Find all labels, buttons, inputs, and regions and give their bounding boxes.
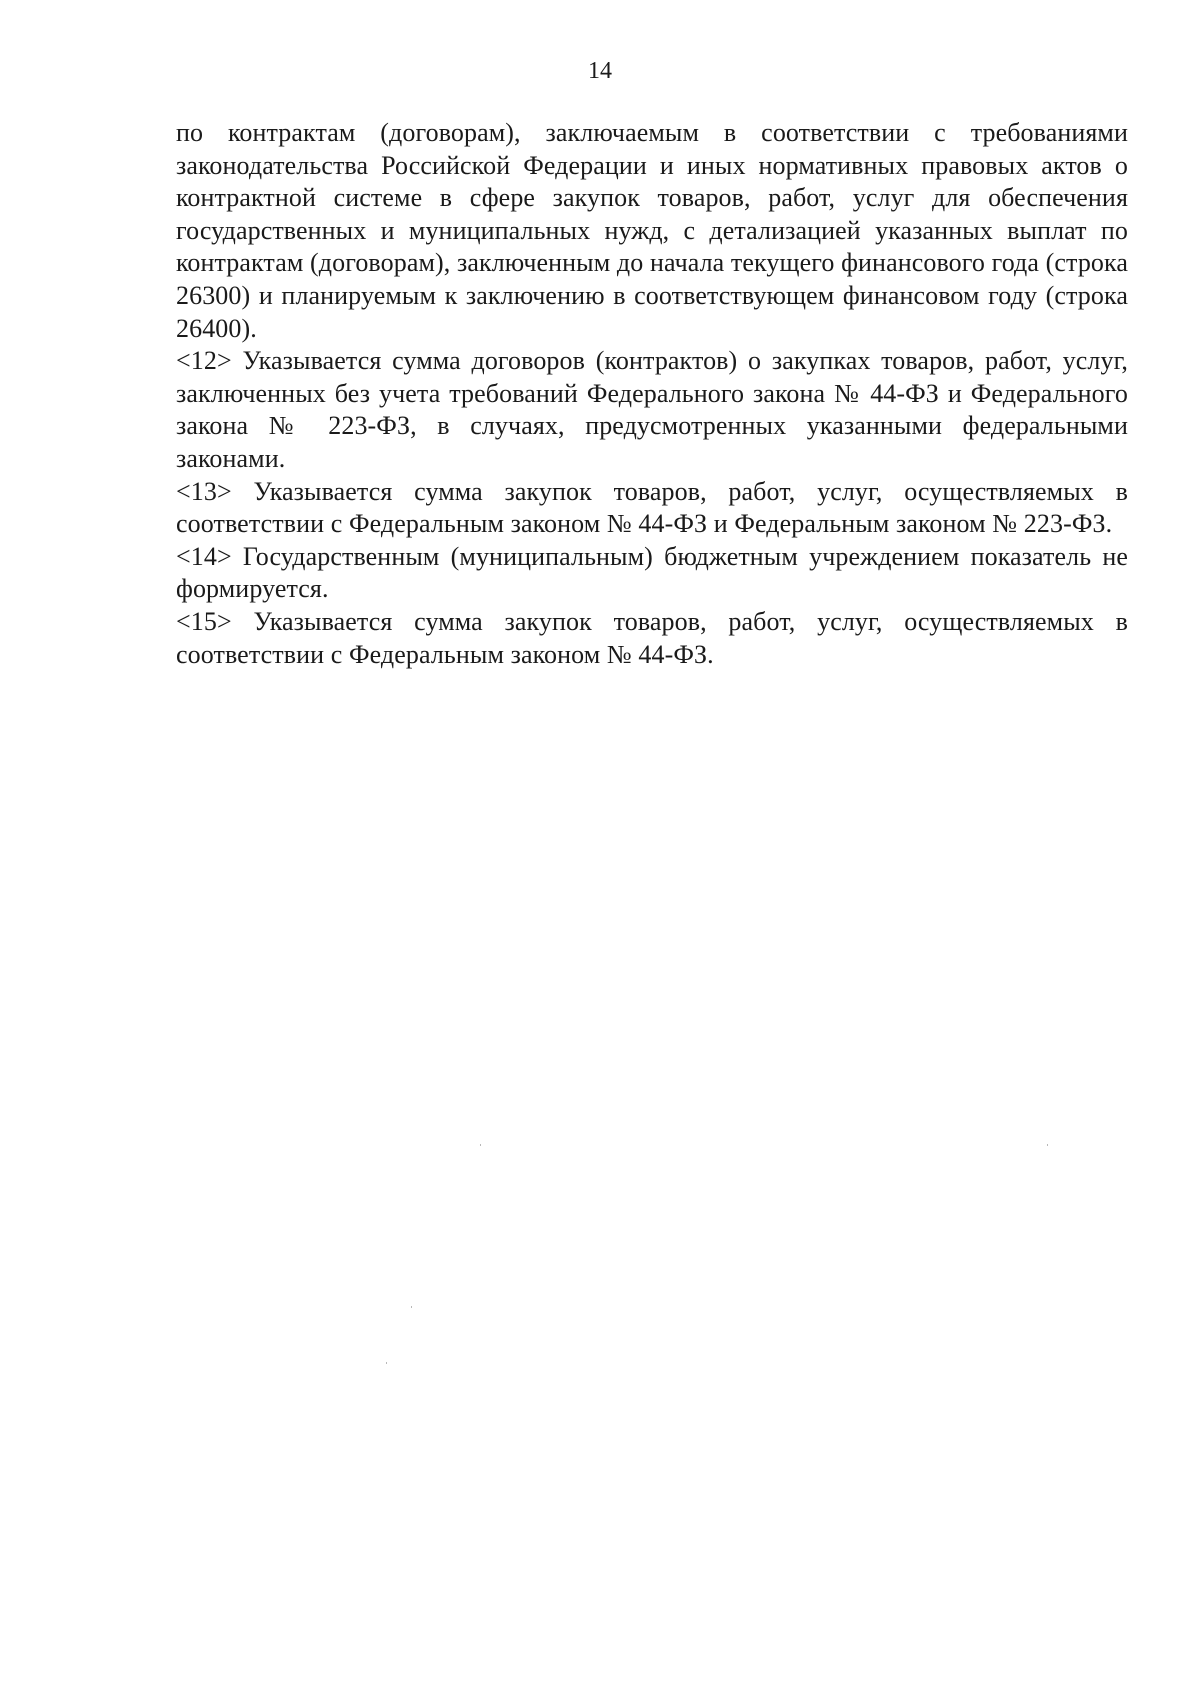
document-body <box>176 117 1128 671</box>
paragraph-continuation: по контрактам (договорам), заключаемым в соответствии с требованиями законодательства Российской Федерации и иных нормативных правовых актов о контрактной системе в сфере закупок товаров, работ, услуг для обеспечения государственных и муниципальных нужд, с детализацией указанных выплат по контрактам (договорам), заключенным до начала текущего финансового года (строка 26300) и планируемым к заключению в соответствующем финансовом году (строка 26400). <box>176 118 1128 343</box>
footnote-12: <12> Указывается сумма договоров (контрактов) о закупках товаров, работ, услуг, заключенных без учета требований Федерального закона № 44-ФЗ и Федерального закона № 223-ФЗ, в случаях, предусмотренных указанными федеральными законами. <box>176 346 1128 473</box>
footnote-14: <14> Государственным (муниципальным) бюджетным учреждением показатель не формируется. <box>176 541 1128 604</box>
footnote-15: <15> Указывается сумма закупок товаров, работ, услуг, осуществляемых в соответствии с Федеральным законом № 44-ФЗ. <box>176 606 1128 669</box>
scan-speck <box>1047 1144 1048 1146</box>
scan-speck <box>411 1306 412 1308</box>
footnote-13: <13> Указывается сумма закупок товаров, работ, услуг, осуществляемых в соответствии с Федеральным законом № 44-ФЗ и Федеральным законом № 223-ФЗ. <box>176 476 1128 539</box>
page-number: 14 <box>588 58 612 84</box>
scan-speck <box>386 1362 387 1364</box>
scan-speck <box>480 1144 481 1146</box>
